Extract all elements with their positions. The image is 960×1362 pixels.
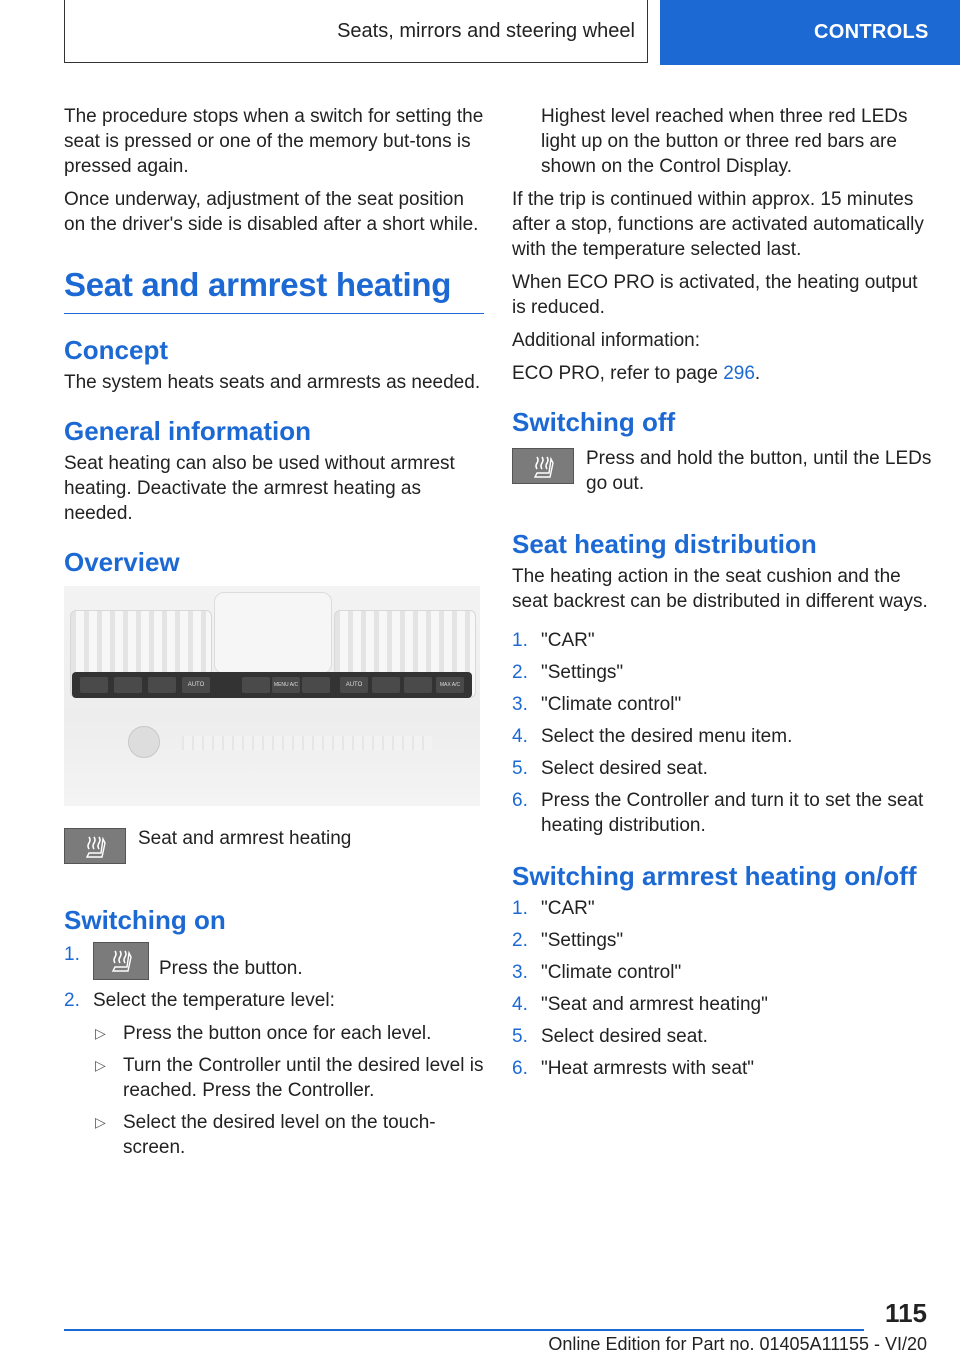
panel-auto-left: AUTO <box>182 677 210 693</box>
step-number: 4. <box>512 994 528 1015</box>
volume-knob <box>128 726 160 758</box>
seat-heat-button-left <box>80 677 108 693</box>
step-number: 2. <box>64 990 80 1011</box>
overview-heading: Overview <box>64 547 180 577</box>
left-column <box>64 104 484 1167</box>
switch-off-row <box>512 446 932 496</box>
sub-step-text: Press the button once for each level. <box>123 1023 432 1044</box>
center-screen-housing <box>214 592 332 674</box>
panel-menu-ac: MENU A/C <box>272 677 300 693</box>
sub-step-text: Turn the Controller until the desired level is reached. Press the Controller. <box>123 1055 484 1101</box>
page-header <box>0 0 960 66</box>
climate-button-strip <box>72 672 472 698</box>
step-text: "Seat and armrest heating" <box>541 994 768 1015</box>
step-number: 5. <box>512 1026 528 1047</box>
step-number: 3. <box>512 694 528 715</box>
switching-off-heading: Switching off <box>512 407 676 437</box>
panel-button <box>114 677 142 693</box>
panel-button <box>148 677 176 693</box>
step-text: "Settings" <box>541 662 624 683</box>
step-text: Press the button. <box>159 958 303 979</box>
panel-button <box>242 677 270 693</box>
seat-heat-icon <box>533 455 555 479</box>
step-text: Select the desired menu item. <box>541 726 793 747</box>
triangle-bullet-icon: ▷ <box>95 1114 106 1130</box>
step-text: Select the temperature level: <box>93 990 335 1011</box>
eco-reference-suffix: . <box>754 363 761 384</box>
list-item <box>512 628 932 653</box>
list-item <box>512 960 932 985</box>
step-text: Select desired seat. <box>541 758 708 779</box>
step-number: 3. <box>512 962 528 983</box>
step-text: "CAR" <box>541 630 595 651</box>
list-item <box>512 1056 932 1081</box>
highest-level-text: Highest level reached when three red LEDs light up on the button or three red bars are shown on the Control Display. <box>541 106 908 177</box>
page-number: 115 <box>885 1298 927 1328</box>
panel-button <box>404 677 432 693</box>
distribution-heading: Seat heating distribution <box>512 529 817 559</box>
panel-button <box>372 677 400 693</box>
page-link[interactable]: 296 <box>723 363 755 384</box>
section-title: Seats, mirrors and steering wheel <box>64 0 648 63</box>
step-number: 4. <box>512 726 528 747</box>
temperature-level-options <box>93 1021 484 1160</box>
chapter-tab[interactable]: CONTROLS <box>660 0 960 65</box>
list-item <box>93 1021 484 1046</box>
panel-button <box>302 677 330 693</box>
step-number: 1. <box>512 630 528 651</box>
footer-edition: Online Edition for Part no. 01405A11155 - VI/20 <box>548 1334 927 1354</box>
intro-paragraph-2: Once underway, adjustment of the seat position on the driver's side is disabled after a short while. <box>64 189 479 235</box>
switch-off-text: Press and hold the button, until the LEDs go out. <box>586 448 932 494</box>
step-text: "CAR" <box>541 898 595 919</box>
chapter-heading: Seat and armrest heating <box>64 265 484 314</box>
list-item <box>512 928 932 953</box>
panel-max-ac: MAX A/C <box>436 677 464 693</box>
list-item <box>512 692 932 717</box>
list-item <box>512 660 932 685</box>
seat-heating-button-icon <box>93 942 149 980</box>
step-text: "Climate control" <box>541 962 682 983</box>
step-text: "Settings" <box>541 930 624 951</box>
list-item <box>512 756 932 781</box>
icon-caption-row <box>64 826 484 864</box>
lower-vent-grille <box>182 736 432 750</box>
distribution-text: The heating action in the seat cushion and the seat backrest can be distributed in different ways. <box>512 566 928 612</box>
seat-heat-icon <box>111 949 133 973</box>
trip-text: If the trip is continued within approx. 15 minutes after a stop, functions are activated automatically with the temperature selected last. <box>512 189 924 260</box>
concept-text: The system heats seats and armrests as needed. <box>64 372 481 393</box>
eco-reference <box>512 361 932 386</box>
step-text: Press the Controller and turn it to set the seat heating distribution. <box>541 790 924 836</box>
step-text: "Heat armrests with seat" <box>541 1058 755 1079</box>
eco-text: When ECO PRO is activated, the heating output is reduced. <box>512 272 918 318</box>
list-item <box>512 788 932 838</box>
footer-divider <box>64 1329 864 1331</box>
list-item <box>93 1110 484 1160</box>
intro-paragraph-1: The procedure stops when a switch for setting the seat is pressed or one of the memory but-tons is pressed again. <box>64 106 484 177</box>
list-item <box>512 724 932 749</box>
armrest-heating-steps <box>512 896 932 1081</box>
switching-on-steps <box>64 942 484 1160</box>
panel-auto-right: AUTO <box>340 677 368 693</box>
step-number: 5. <box>512 758 528 779</box>
additional-info: Additional information: <box>512 330 700 351</box>
eco-reference-text: ECO PRO, refer to page <box>512 363 724 384</box>
sub-step-text: Select the desired level on the touch-screen. <box>123 1112 436 1158</box>
step-number: 6. <box>512 790 528 811</box>
step-number: 1. <box>512 898 528 919</box>
step-number: 2. <box>512 662 528 683</box>
general-info-heading: General information <box>64 416 312 446</box>
icon-caption: Seat and armrest heating <box>138 828 352 849</box>
step-number: 1. <box>64 944 80 965</box>
step-text: Select desired seat. <box>541 1026 708 1047</box>
step-number: 6. <box>512 1058 528 1079</box>
climate-panel-photo <box>64 586 480 806</box>
list-item <box>64 942 484 981</box>
switching-on-heading: Switching on <box>64 905 226 935</box>
distribution-steps <box>512 628 932 838</box>
list-item <box>512 1024 932 1049</box>
concept-heading: Concept <box>64 335 168 365</box>
seat-heating-button-icon <box>64 828 126 864</box>
right-column <box>512 104 932 1088</box>
triangle-bullet-icon: ▷ <box>95 1057 106 1073</box>
seat-heat-icon <box>85 835 107 859</box>
list-item <box>512 896 932 921</box>
list-item <box>93 1053 484 1103</box>
armrest-heating-heading: Switching armrest heating on/off <box>512 861 917 891</box>
general-info-text: Seat heating can also be used without armrest heating. Deactivate the armrest heating as needed. <box>64 453 455 524</box>
seat-heating-button-icon <box>512 448 574 484</box>
step-number: 2. <box>512 930 528 951</box>
triangle-bullet-icon: ▷ <box>95 1025 106 1041</box>
step-text: "Climate control" <box>541 694 682 715</box>
list-item <box>64 988 484 1160</box>
list-item <box>512 992 932 1017</box>
